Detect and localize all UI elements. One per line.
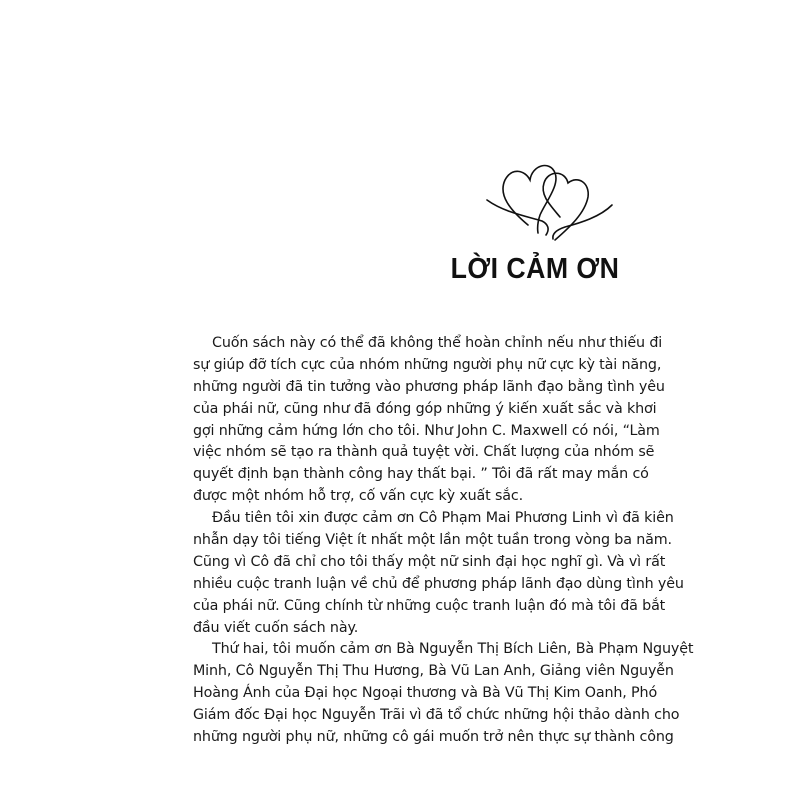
two-hearts-ornament-icon	[480, 155, 620, 250]
text-line: Cuốn sách này có thể đã không thể hoàn chỉnh nếu như thiếu đi	[212, 335, 663, 351]
text-line: Cũng vì Cô đã chỉ cho tôi thấy một nữ sinh đại học nghĩ gì. Và vì rất	[193, 553, 666, 570]
text-line: nhiều cuộc tranh luận về chủ để phương pháp lãnh đạo dùng tình yêu	[193, 575, 684, 592]
text-line: Thứ hai, tôi muốn cảm ơn Bà Nguyễn Thị Bích Liên, Bà Phạm Nguyệt	[212, 641, 694, 658]
text-line: Giám đốc Đại học Nguyễn Trãi vì đã tổ chức những hội thảo dành cho	[193, 707, 680, 724]
text-line: việc nhóm sẽ tạo ra thành quả tuyệt vời. Chất lượng của nhóm sẽ	[193, 444, 655, 461]
text-line: Đầu tiên tôi xin được cảm ơn Cô Phạm Mai Phương Linh vì đã kiên	[212, 510, 674, 527]
text-line: được một nhóm hỗ trợ, cố vấn cực kỳ xuất sắc.	[193, 488, 524, 505]
text-line: của phái nữ. Cũng chính từ những cuộc tranh luận đó mà tôi đã bắt	[193, 597, 666, 614]
text-line: nhẫn dạy tôi tiếng Việt ít nhất một lần một tuần trong vòng ba năm.	[193, 532, 672, 549]
page-title: LỜI CẢM ƠN	[450, 253, 620, 285]
text-line: những người đã tin tưởng vào phương pháp lãnh đạo bằng tình yêu	[193, 378, 665, 395]
text-line: gợi những cảm hứng lớn cho tôi. Như John C. Maxwell có nói, “Làm	[193, 422, 660, 439]
text-line: Minh, Cô Nguyễn Thị Thu Hương, Bà Vũ Lan Anh, Giảng viên Nguyễn	[193, 663, 674, 680]
text-line: quyết định bạn thành công hay thất bại. ” Tôi đã rất may mắn có	[193, 466, 649, 483]
text-line: sự giúp đỡ tích cực của nhóm những người phụ nữ cực kỳ tài năng,	[193, 356, 662, 373]
text-line: của phái nữ, cũng như đã đóng góp những ý kiến xuất sắc và khơi	[193, 400, 657, 417]
text-line: đầu viết cuốn sách này.	[193, 619, 359, 636]
text-line: những người phụ nữ, những cô gái muốn trở nên thực sự thành công	[193, 729, 674, 746]
text-line: Hoàng Ánh của Đại học Ngoại thương và Bà Vũ Thị Kim Oanh, Phó	[193, 685, 658, 702]
body-text	[193, 333, 694, 749]
